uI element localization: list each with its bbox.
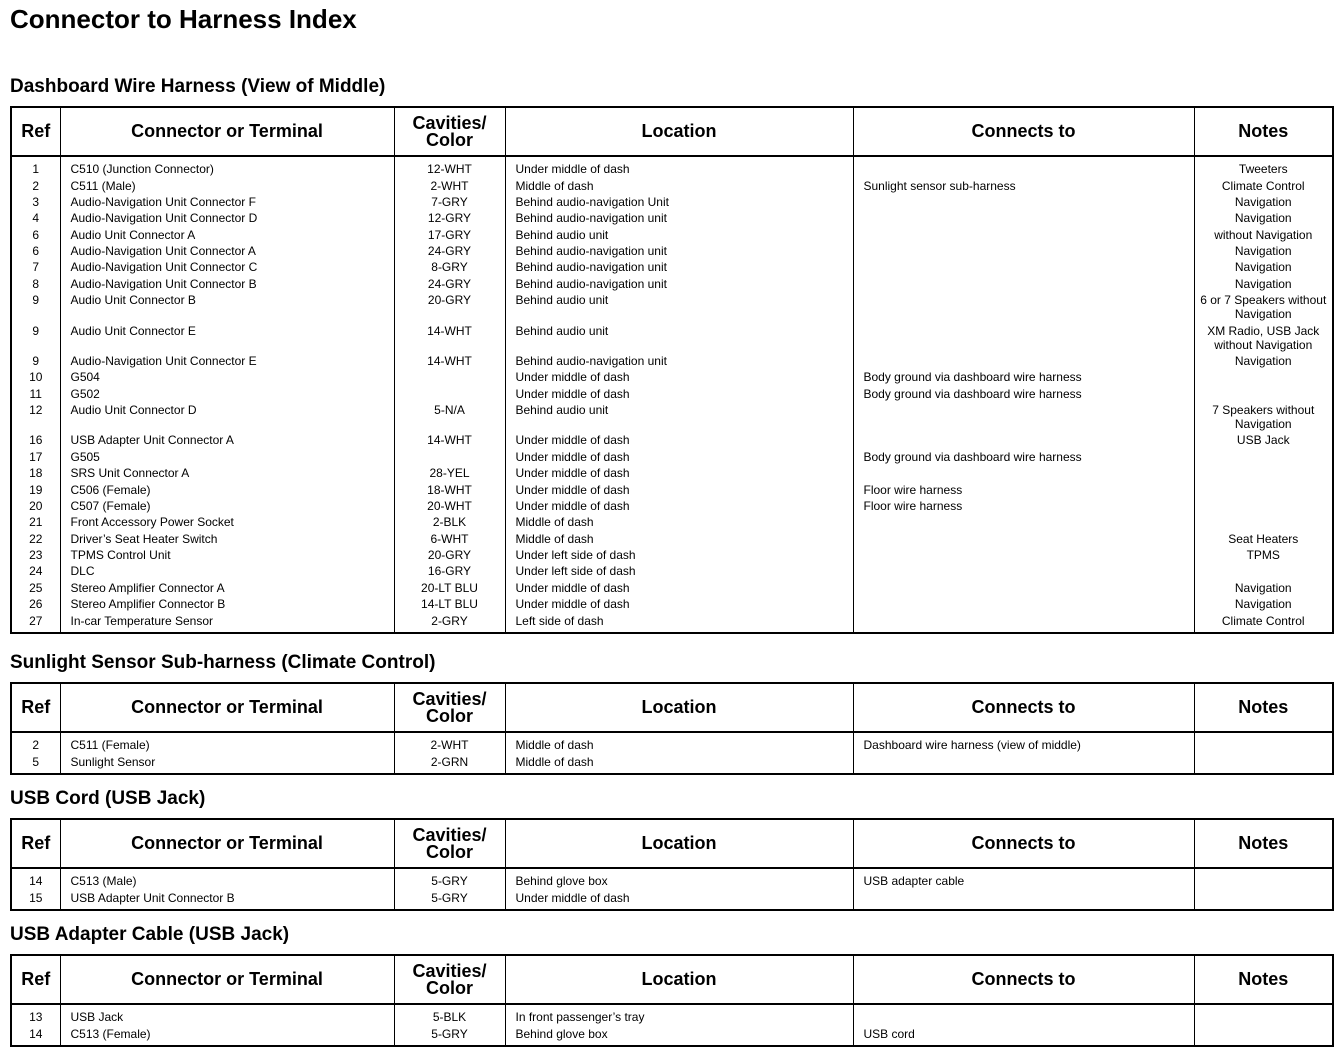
cell-ref: 6 [11, 227, 60, 243]
cell-location: Behind audio-navigation unit [505, 210, 853, 226]
cell-notes: 7 Speakers without Navigation [1194, 402, 1333, 432]
column-header-notes: Notes [1194, 107, 1333, 156]
cell-notes: Climate Control [1194, 177, 1333, 193]
cell-ref: 19 [11, 481, 60, 497]
table-row [11, 889, 1333, 905]
cell-connects-to [853, 514, 1194, 530]
cell-connects-to [853, 465, 1194, 481]
column-header-connects-to: Connects to [853, 683, 1194, 732]
cell-ref: 24 [11, 563, 60, 579]
table-row [11, 259, 1333, 275]
header-row [11, 107, 1333, 156]
cell-connector: USB Adapter Unit Connector A [60, 432, 394, 448]
cell-connects-to [853, 531, 1194, 547]
section-title-usb-adapter-cable: USB Adapter Cable (USB Jack) [10, 924, 290, 945]
table-row [11, 449, 1333, 465]
table-row [11, 402, 1333, 432]
cell-connects-to: USB adapter cable [853, 873, 1194, 889]
cell-cavities: 20-GRY [394, 547, 505, 563]
table-row [11, 498, 1333, 514]
cell-ref: 6 [11, 243, 60, 259]
cell-location: Middle of dash [505, 737, 853, 753]
cell-cavities: 18-WHT [394, 481, 505, 497]
cell-cavities: 16-GRY [394, 563, 505, 579]
cell-notes [1194, 737, 1333, 753]
cell-connects-to: Body ground via dashboard wire harness [853, 369, 1194, 385]
cell-cavities [394, 449, 505, 465]
cell-cavities: 5-GRY [394, 873, 505, 889]
table-row [11, 432, 1333, 448]
table-row [11, 276, 1333, 292]
cell-notes: Navigation [1194, 596, 1333, 612]
cell-connector: C510 (Junction Connector) [60, 161, 394, 177]
cell-ref: 8 [11, 276, 60, 292]
cell-notes: without Navigation [1194, 227, 1333, 243]
cell-notes [1194, 753, 1333, 769]
cell-connector: Driver’s Seat Heater Switch [60, 531, 394, 547]
cell-location: Middle of dash [505, 531, 853, 547]
cell-connector: C513 (Female) [60, 1025, 394, 1041]
cell-connects-to [853, 889, 1194, 905]
cell-ref: 4 [11, 210, 60, 226]
cell-cavities: 20-LT BLU [394, 580, 505, 596]
cell-connector: Audio-Navigation Unit Connector A [60, 243, 394, 259]
cell-notes: Navigation [1194, 276, 1333, 292]
section-title-sunlight-sensor: Sunlight Sensor Sub-harness (Climate Control) [10, 652, 436, 673]
cell-connector: Audio Unit Connector E [60, 322, 394, 352]
cell-notes [1194, 1025, 1333, 1041]
cell-ref: 14 [11, 1025, 60, 1041]
cell-notes [1194, 465, 1333, 481]
cell-location: Under left side of dash [505, 547, 853, 563]
cell-ref: 7 [11, 259, 60, 275]
cell-ref: 26 [11, 596, 60, 612]
cell-ref: 18 [11, 465, 60, 481]
cell-cavities: 28-YEL [394, 465, 505, 481]
section-title-dashboard: Dashboard Wire Harness (View of Middle) [10, 76, 386, 97]
cell-location: Under left side of dash [505, 563, 853, 579]
cell-cavities: 2-GRN [394, 753, 505, 769]
cell-connects-to [853, 194, 1194, 210]
column-header-location: Location [505, 819, 853, 868]
column-header-cavities: Cavities/ Color [394, 107, 505, 156]
header-row [11, 955, 1333, 1004]
cell-cavities [394, 386, 505, 402]
table-row [11, 243, 1333, 259]
cell-cavities: 12-WHT [394, 161, 505, 177]
column-header-connector: Connector or Terminal [60, 819, 394, 868]
cell-ref: 9 [11, 322, 60, 352]
cell-location: Behind audio unit [505, 322, 853, 352]
cell-connector: G505 [60, 449, 394, 465]
cell-ref: 9 [11, 292, 60, 322]
cell-connector: Audio-Navigation Unit Connector D [60, 210, 394, 226]
cell-location: Under middle of dash [505, 580, 853, 596]
cell-connector: TPMS Control Unit [60, 547, 394, 563]
cell-connector: G504 [60, 369, 394, 385]
cell-location: Behind audio unit [505, 227, 853, 243]
cell-connects-to [853, 547, 1194, 563]
cell-notes: Navigation [1194, 580, 1333, 596]
cell-ref: 21 [11, 514, 60, 530]
cell-location: Left side of dash [505, 612, 853, 628]
cell-cavities: 14-WHT [394, 432, 505, 448]
cell-ref: 2 [11, 737, 60, 753]
cell-ref: 23 [11, 547, 60, 563]
cell-connector: C506 (Female) [60, 481, 394, 497]
cell-notes: Navigation [1194, 353, 1333, 369]
cell-cavities: 12-GRY [394, 210, 505, 226]
header-row [11, 683, 1333, 732]
cell-ref: 14 [11, 873, 60, 889]
column-header-connects-to: Connects to [853, 819, 1194, 868]
cell-connects-to [853, 612, 1194, 628]
header-row [11, 819, 1333, 868]
cell-location: Behind audio unit [505, 292, 853, 322]
cell-location: Behind glove box [505, 1025, 853, 1041]
cell-connects-to [853, 243, 1194, 259]
table-row [11, 547, 1333, 563]
cell-notes [1194, 449, 1333, 465]
cell-notes [1194, 369, 1333, 385]
cell-notes: Seat Heaters [1194, 531, 1333, 547]
table-row [11, 514, 1333, 530]
cell-location: Behind audio-navigation unit [505, 243, 853, 259]
cell-cavities: 7-GRY [394, 194, 505, 210]
table-row [11, 194, 1333, 210]
column-header-location: Location [505, 683, 853, 732]
cell-ref: 2 [11, 177, 60, 193]
cell-connects-to [853, 432, 1194, 448]
cell-notes: Navigation [1194, 259, 1333, 275]
cell-location: Middle of dash [505, 753, 853, 769]
cell-cavities: 8-GRY [394, 259, 505, 275]
cell-connects-to [853, 580, 1194, 596]
cell-connector: Front Accessory Power Socket [60, 514, 394, 530]
cell-notes: USB Jack [1194, 432, 1333, 448]
cell-cavities: 24-GRY [394, 243, 505, 259]
column-header-location: Location [505, 955, 853, 1004]
cell-connector: USB Jack [60, 1009, 394, 1025]
cell-cavities: 14-LT BLU [394, 596, 505, 612]
cell-notes: XM Radio, USB Jack without Navigation [1194, 322, 1333, 352]
cell-notes: TPMS [1194, 547, 1333, 563]
cell-location: Middle of dash [505, 514, 853, 530]
cell-connects-to [853, 402, 1194, 432]
cell-notes: 6 or 7 Speakers without Navigation [1194, 292, 1333, 322]
cell-ref: 15 [11, 889, 60, 905]
table-usb-cord [10, 818, 1334, 911]
column-header-connector: Connector or Terminal [60, 683, 394, 732]
table-sunlight-sensor-sub-harness [10, 682, 1334, 775]
cell-ref: 16 [11, 432, 60, 448]
cell-ref: 3 [11, 194, 60, 210]
column-header-location: Location [505, 107, 853, 156]
cell-connector: Audio Unit Connector A [60, 227, 394, 243]
column-header-notes: Notes [1194, 683, 1333, 732]
cell-cavities: 20-GRY [394, 292, 505, 322]
table-row [11, 596, 1333, 612]
cell-location: Middle of dash [505, 177, 853, 193]
cell-ref: 9 [11, 353, 60, 369]
table-row [11, 386, 1333, 402]
cell-cavities: 5-GRY [394, 889, 505, 905]
cell-connects-to [853, 322, 1194, 352]
table-row [11, 531, 1333, 547]
cell-location: Under middle of dash [505, 432, 853, 448]
column-header-notes: Notes [1194, 955, 1333, 1004]
cell-notes: Tweeters [1194, 161, 1333, 177]
cell-cavities: 24-GRY [394, 276, 505, 292]
cell-connector: Audio Unit Connector B [60, 292, 394, 322]
column-header-connector: Connector or Terminal [60, 107, 394, 156]
cell-cavities: 14-WHT [394, 353, 505, 369]
page-title: Connector to Harness Index [10, 4, 357, 34]
cell-location: Under middle of dash [505, 161, 853, 177]
cell-connects-to: Floor wire harness [853, 498, 1194, 514]
cell-notes: Navigation [1194, 210, 1333, 226]
cell-cavities: 17-GRY [394, 227, 505, 243]
cell-ref: 1 [11, 161, 60, 177]
cell-location: Under middle of dash [505, 386, 853, 402]
cell-notes [1194, 1009, 1333, 1025]
cell-notes [1194, 498, 1333, 514]
cell-notes [1194, 563, 1333, 579]
cell-ref: 17 [11, 449, 60, 465]
table-row [11, 292, 1333, 322]
cell-location: Behind audio-navigation unit [505, 353, 853, 369]
cell-notes: Navigation [1194, 243, 1333, 259]
cell-location: In front passenger’s tray [505, 1009, 853, 1025]
table-dashboard-wire-harness [10, 106, 1334, 634]
cell-connector: Audio-Navigation Unit Connector C [60, 259, 394, 275]
cell-connector: Audio-Navigation Unit Connector F [60, 194, 394, 210]
cell-connector: Stereo Amplifier Connector B [60, 596, 394, 612]
table-row [11, 353, 1333, 369]
table-row [11, 481, 1333, 497]
table-row [11, 612, 1333, 628]
cell-cavities: 2-WHT [394, 177, 505, 193]
section-title-usb-cord: USB Cord (USB Jack) [10, 788, 206, 809]
table-usb-adapter-cable [10, 954, 1334, 1047]
cell-connector: C513 (Male) [60, 873, 394, 889]
cell-ref: 10 [11, 369, 60, 385]
cell-connects-to: Dashboard wire harness (view of middle) [853, 737, 1194, 753]
cell-cavities [394, 369, 505, 385]
cell-location: Under middle of dash [505, 498, 853, 514]
cell-ref: 25 [11, 580, 60, 596]
cell-location: Behind audio-navigation unit [505, 276, 853, 292]
column-header-ref: Ref [11, 107, 60, 156]
cell-connects-to: Body ground via dashboard wire harness [853, 449, 1194, 465]
column-header-notes: Notes [1194, 819, 1333, 868]
column-header-ref: Ref [11, 955, 60, 1004]
cell-cavities: 5-N/A [394, 402, 505, 432]
cell-connector: In-car Temperature Sensor [60, 612, 394, 628]
table-row [11, 210, 1333, 226]
cell-notes [1194, 873, 1333, 889]
cell-location: Under middle of dash [505, 481, 853, 497]
column-header-cavities: Cavities/ Color [394, 955, 505, 1004]
table-row [11, 161, 1333, 177]
table-row [11, 465, 1333, 481]
column-header-ref: Ref [11, 819, 60, 868]
table-row [11, 227, 1333, 243]
cell-connects-to [853, 563, 1194, 579]
cell-connects-to [853, 210, 1194, 226]
cell-connector: USB Adapter Unit Connector B [60, 889, 394, 905]
cell-connects-to [853, 227, 1194, 243]
cell-connects-to [853, 353, 1194, 369]
cell-ref: 22 [11, 531, 60, 547]
column-header-cavities: Cavities/ Color [394, 819, 505, 868]
column-header-connector: Connector or Terminal [60, 955, 394, 1004]
cell-notes [1194, 386, 1333, 402]
cell-cavities: 2-GRY [394, 612, 505, 628]
cell-cavities: 2-WHT [394, 737, 505, 753]
cell-connects-to [853, 753, 1194, 769]
table-row [11, 1009, 1333, 1025]
cell-connects-to [853, 161, 1194, 177]
table-row [11, 580, 1333, 596]
table-row [11, 753, 1333, 769]
cell-connects-to: USB cord [853, 1025, 1194, 1041]
column-header-connects-to: Connects to [853, 107, 1194, 156]
cell-location: Under middle of dash [505, 369, 853, 385]
cell-connects-to: Sunlight sensor sub-harness [853, 177, 1194, 193]
cell-location: Under middle of dash [505, 889, 853, 905]
table-row [11, 177, 1333, 193]
table-row [11, 737, 1333, 753]
cell-cavities: 2-BLK [394, 514, 505, 530]
cell-connects-to [853, 276, 1194, 292]
cell-notes [1194, 481, 1333, 497]
cell-connector: Stereo Amplifier Connector A [60, 580, 394, 596]
cell-connects-to [853, 596, 1194, 612]
cell-ref: 20 [11, 498, 60, 514]
cell-connects-to [853, 1009, 1194, 1025]
cell-notes: Climate Control [1194, 612, 1333, 628]
cell-connector: Audio Unit Connector D [60, 402, 394, 432]
cell-ref: 5 [11, 753, 60, 769]
cell-location: Behind audio-navigation Unit [505, 194, 853, 210]
cell-connector: DLC [60, 563, 394, 579]
cell-ref: 12 [11, 402, 60, 432]
cell-cavities: 20-WHT [394, 498, 505, 514]
cell-connector: G502 [60, 386, 394, 402]
table-row [11, 873, 1333, 889]
cell-location: Under middle of dash [505, 596, 853, 612]
column-header-connects-to: Connects to [853, 955, 1194, 1004]
cell-connects-to [853, 292, 1194, 322]
cell-location: Behind audio unit [505, 402, 853, 432]
cell-connects-to [853, 259, 1194, 275]
column-header-cavities: Cavities/ Color [394, 683, 505, 732]
cell-cavities: 5-GRY [394, 1025, 505, 1041]
column-header-ref: Ref [11, 683, 60, 732]
table-row [11, 369, 1333, 385]
cell-connects-to: Body ground via dashboard wire harness [853, 386, 1194, 402]
cell-connector: C511 (Male) [60, 177, 394, 193]
cell-connector: C507 (Female) [60, 498, 394, 514]
cell-ref: 27 [11, 612, 60, 628]
cell-connector: Sunlight Sensor [60, 753, 394, 769]
cell-ref: 13 [11, 1009, 60, 1025]
cell-cavities: 14-WHT [394, 322, 505, 352]
cell-notes [1194, 514, 1333, 530]
table-row [11, 322, 1333, 352]
cell-cavities: 6-WHT [394, 531, 505, 547]
table-row [11, 1025, 1333, 1041]
cell-location: Under middle of dash [505, 449, 853, 465]
cell-location: Under middle of dash [505, 465, 853, 481]
cell-connects-to: Floor wire harness [853, 481, 1194, 497]
table-row [11, 563, 1333, 579]
cell-notes [1194, 889, 1333, 905]
cell-connector: Audio-Navigation Unit Connector E [60, 353, 394, 369]
cell-connector: SRS Unit Connector A [60, 465, 394, 481]
cell-cavities: 5-BLK [394, 1009, 505, 1025]
cell-notes: Navigation [1194, 194, 1333, 210]
cell-location: Behind glove box [505, 873, 853, 889]
cell-location: Behind audio-navigation unit [505, 259, 853, 275]
cell-connector: Audio-Navigation Unit Connector B [60, 276, 394, 292]
cell-connector: C511 (Female) [60, 737, 394, 753]
cell-ref: 11 [11, 386, 60, 402]
